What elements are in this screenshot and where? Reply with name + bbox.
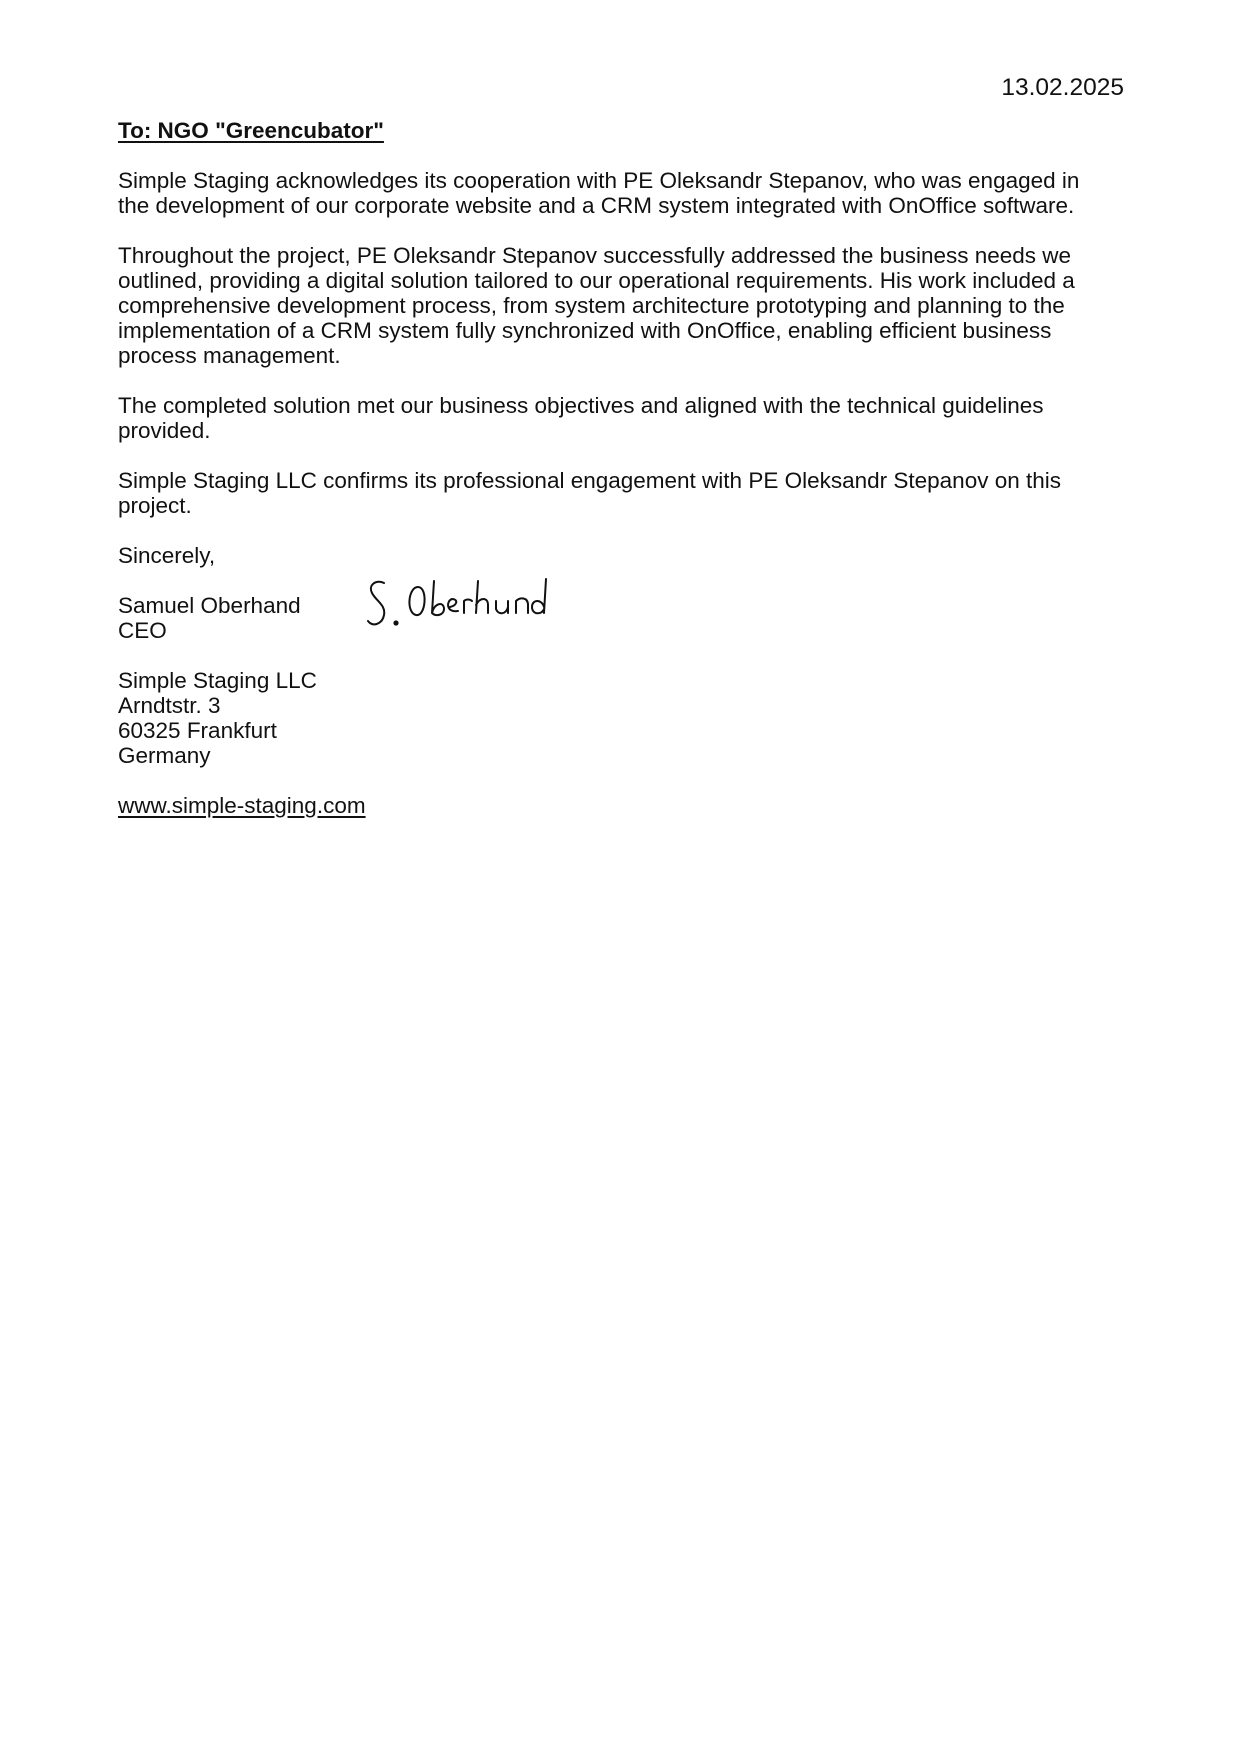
paragraph-intro: Simple Staging acknowledges its cooperation with PE Oleksandr Stepanov, who was engaged in the development of our corporate website and a CRM system integrated with OnOffice software. [118,168,1080,218]
website-link[interactable]: www.simple-staging.com [118,793,366,818]
signer-title: CEO [118,618,167,643]
company-name: Simple Staging LLC [118,668,317,693]
paragraph-project: Throughout the project, PE Oleksandr Stepanov successfully addressed the business needs we outlined, providing a digital solution tailored to our operational requirements. His work included a comprehensive development process, from system architecture prototyping and planning to the implementation of a CRM system fully synchronized with OnOffice, enabling efficient business process management. [118,243,1075,368]
paragraph-outcome: The completed solution met our business objectives and aligned with the technical guidelines provided. [118,393,1044,443]
company-street: Arndtstr. 3 [118,693,221,718]
company-country: Germany [118,743,211,768]
recipient-line: To: NGO "Greencubator" [118,118,384,143]
company-city: 60325 Frankfurt [118,718,277,743]
closing: Sincerely, [118,543,216,568]
letter-body [118,118,1128,818]
paragraph-confirmation: Simple Staging LLC confirms its professional engagement with PE Oleksandr Stepanov on this project. [118,468,1062,518]
signer-name: Samuel Oberhand [118,593,301,618]
handwritten-signature [362,573,562,637]
company-address [118,668,1128,768]
signature-block [118,593,1128,643]
letter-date: 13.02.2025 [1001,74,1124,101]
